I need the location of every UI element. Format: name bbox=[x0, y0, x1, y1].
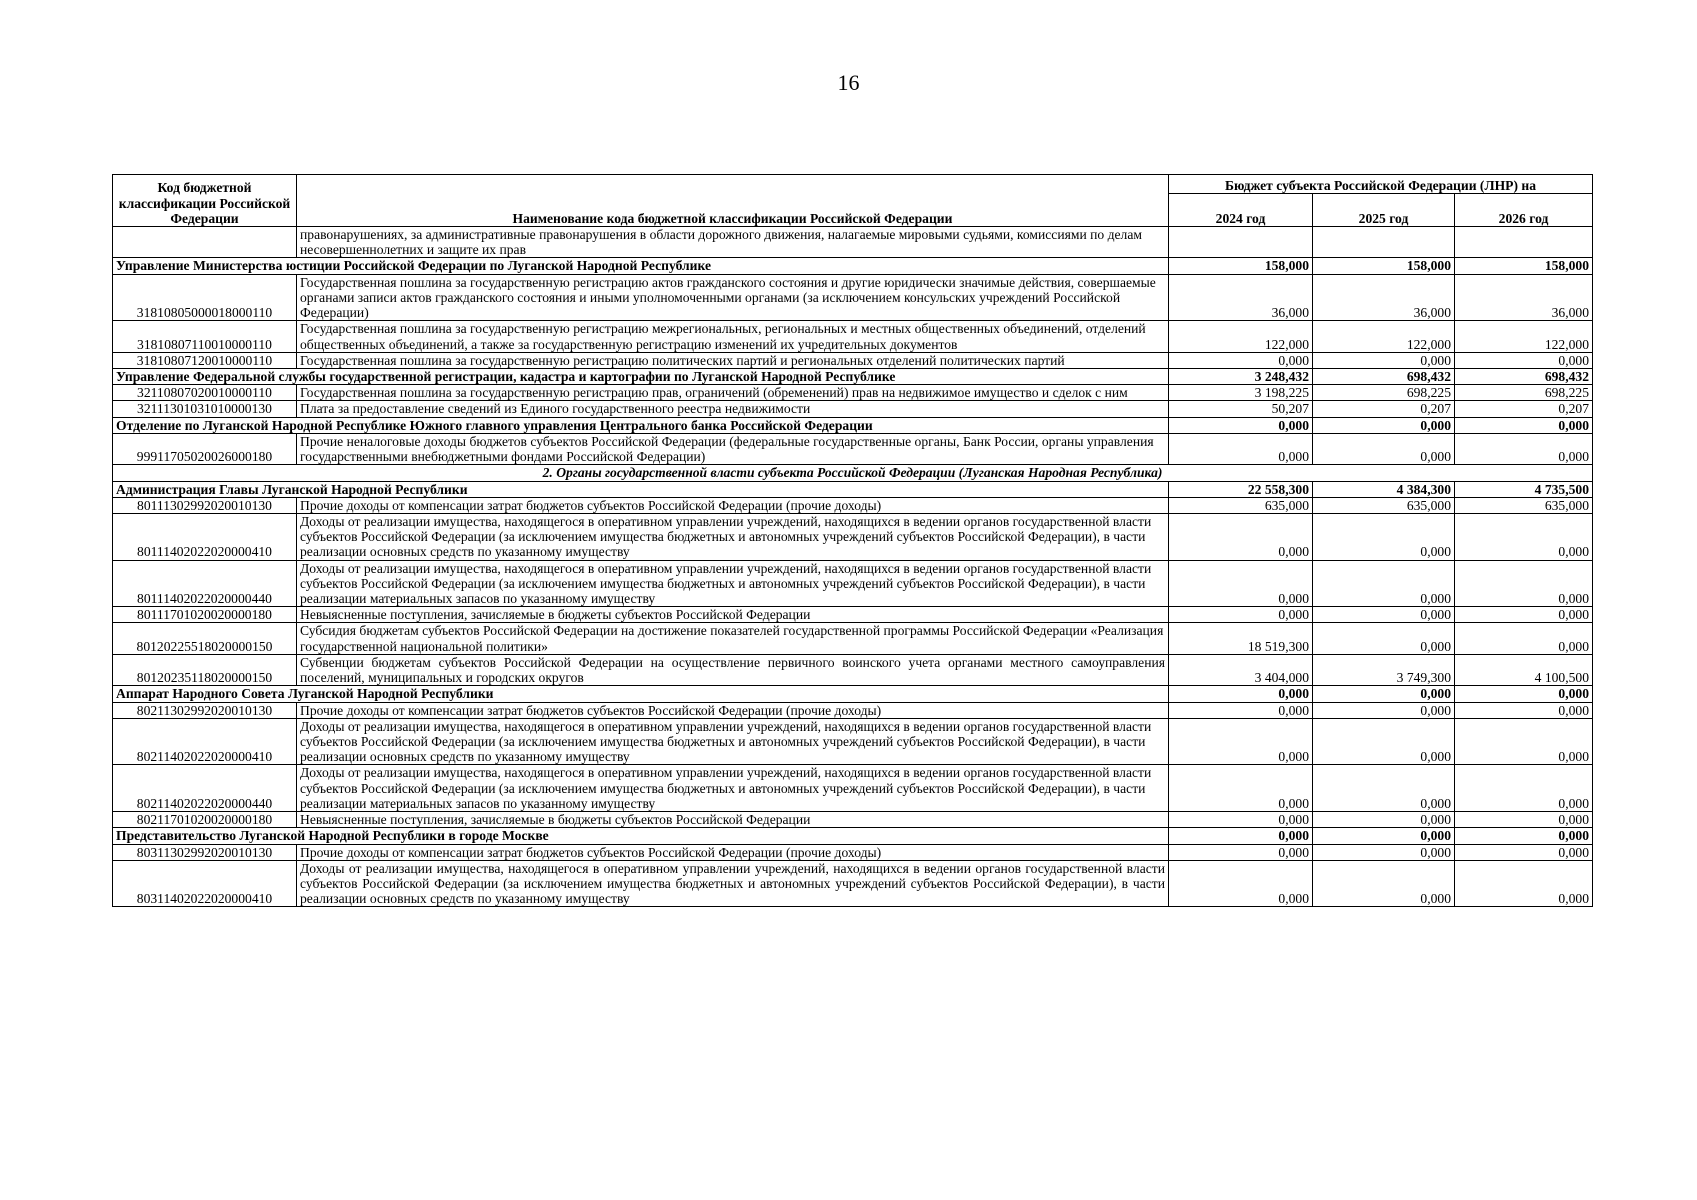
amount-2026: 0,000 bbox=[1455, 560, 1593, 607]
amount-2024: 0,000 bbox=[1169, 718, 1313, 765]
budget-code: 80111402022020000410 bbox=[113, 513, 297, 560]
header-year-2024: 2024 год bbox=[1169, 194, 1313, 227]
table-row bbox=[113, 401, 1593, 417]
code-description: Плата за предоставление сведений из Единого государственного реестра недвижимости bbox=[297, 401, 1169, 417]
code-description: Субсидия бюджетам субъектов Российской Федерации на достижение показателей государственной программы Российской Федерации «Реализация государственной национальной политики» bbox=[297, 623, 1169, 654]
table-row bbox=[113, 352, 1593, 368]
amount-2025: 3 749,300 bbox=[1313, 654, 1455, 685]
budget-code: 32110807020010000110 bbox=[113, 385, 297, 401]
budget-code: 80211402022020000410 bbox=[113, 718, 297, 765]
amount-2026: 0,000 bbox=[1455, 702, 1593, 718]
amount-2025: 0,000 bbox=[1313, 765, 1455, 812]
amount-2025: 0,000 bbox=[1313, 718, 1455, 765]
code-description: Невыясненные поступления, зачисляемые в бюджеты субъектов Российской Федерации bbox=[297, 812, 1169, 828]
header-budget: Бюджет субъекта Российской Федерации (ЛНР) на bbox=[1169, 175, 1593, 194]
amount-2026: 4 100,500 bbox=[1455, 654, 1593, 685]
code-description: Прочие доходы от компенсации затрат бюджетов субъектов Российской Федерации (прочие доходы) bbox=[297, 844, 1169, 860]
header-year-2025: 2025 год bbox=[1313, 194, 1455, 227]
amount-2025: 0,000 bbox=[1313, 844, 1455, 860]
amount-2025: 0,207 bbox=[1313, 401, 1455, 417]
table-row bbox=[113, 623, 1593, 654]
budget-code: 31810807120010000110 bbox=[113, 352, 297, 368]
amount-2026: 0,000 bbox=[1455, 513, 1593, 560]
table-row bbox=[113, 765, 1593, 812]
section-subtitle-row bbox=[113, 465, 1593, 481]
code-description: Доходы от реализации имущества, находящегося в оперативном управлении учреждений, находящихся в ведении органов государственной власти субъектов Российской Федерации (за исключением имущества бюджетных и автономных учреждений субъектов Российской Федерации), в части реализации основных средств по указанному имуществу bbox=[297, 718, 1169, 765]
table-row bbox=[113, 844, 1593, 860]
table-row bbox=[113, 718, 1593, 765]
section-total-row bbox=[113, 368, 1593, 384]
budget-code: 31810807110010000110 bbox=[113, 321, 297, 352]
table-row bbox=[113, 513, 1593, 560]
section-total-2025: 0,000 bbox=[1313, 686, 1455, 702]
header-year-2026: 2026 год bbox=[1455, 194, 1593, 227]
code-description: Субвенции бюджетам субъектов Российской Федерации на осуществление первичного воинского учета органами местного самоуправления поселений, муниципальных и городских округов bbox=[297, 654, 1169, 685]
amount-2025: 0,000 bbox=[1313, 702, 1455, 718]
amount-2026: 0,000 bbox=[1455, 718, 1593, 765]
amount-2025: 0,000 bbox=[1313, 607, 1455, 623]
section-name: Представительство Луганской Народной Республики в городе Москве bbox=[113, 828, 1169, 844]
amount-2024: 635,000 bbox=[1169, 497, 1313, 513]
code-description: Государственная пошлина за государственную регистрацию политических партий и региональных отделений политических партий bbox=[297, 352, 1169, 368]
amount-2024: 0,000 bbox=[1169, 765, 1313, 812]
section-total-2024: 22 558,300 bbox=[1169, 481, 1313, 497]
code-description: правонарушениях, за административные правонарушения в области дорожного движения, налагаемые мировыми судьями, комиссиями по делам несовершеннолетних и защите их прав bbox=[297, 227, 1169, 258]
code-description: Прочие доходы от компенсации затрат бюджетов субъектов Российской Федерации (прочие доходы) bbox=[297, 497, 1169, 513]
section-subtitle: 2. Органы государственной власти субъекта Российской Федерации (Луганская Народная Республика) bbox=[113, 465, 1593, 481]
amount-2024: 0,000 bbox=[1169, 844, 1313, 860]
amount-2024: 0,000 bbox=[1169, 607, 1313, 623]
section-total-row bbox=[113, 481, 1593, 497]
amount-2026: 0,000 bbox=[1455, 607, 1593, 623]
table-row bbox=[113, 607, 1593, 623]
amount-2024: 50,207 bbox=[1169, 401, 1313, 417]
budget-code: 32111301031010000130 bbox=[113, 401, 297, 417]
table-row bbox=[113, 227, 1593, 258]
amount-2026: 635,000 bbox=[1455, 497, 1593, 513]
table-row bbox=[113, 654, 1593, 685]
section-total-2024: 0,000 bbox=[1169, 828, 1313, 844]
code-description: Доходы от реализации имущества, находящегося в оперативном управлении учреждений, находящихся в ведении органов государственной власти субъектов Российской Федерации (за исключением имущества бюджетных и автономных учреждений субъектов Российской Федерации), в части реализации основных средств по указанному имуществу bbox=[297, 860, 1169, 907]
code-description: Доходы от реализации имущества, находящегося в оперативном управлении учреждений, находящихся в ведении органов государственной власти субъектов Российской Федерации (за исключением имущества бюджетных и автономных учреждений субъектов Российской Федерации), в части реализации основных средств по указанному имуществу bbox=[297, 513, 1169, 560]
budget-code: 31810805000018000110 bbox=[113, 274, 297, 321]
budget-code: 80311402022020000410 bbox=[113, 860, 297, 907]
amount-2025: 0,000 bbox=[1313, 560, 1455, 607]
section-total-2024: 0,000 bbox=[1169, 417, 1313, 433]
amount-2025: 0,000 bbox=[1313, 812, 1455, 828]
code-description: Государственная пошлина за государственную регистрацию межрегиональных, региональных и местных общественных объединений, отделений общественных объединений, а также за государственную регистрацию изменений их учредительных документов bbox=[297, 321, 1169, 352]
amount-2026: 0,000 bbox=[1455, 844, 1593, 860]
amount-2024: 36,000 bbox=[1169, 274, 1313, 321]
amount-2025: 698,225 bbox=[1313, 385, 1455, 401]
table-row bbox=[113, 321, 1593, 352]
amount-2024: 0,000 bbox=[1169, 860, 1313, 907]
amount-2026: 0,000 bbox=[1455, 433, 1593, 464]
budget-code: 80211402022020000440 bbox=[113, 765, 297, 812]
budget-code: 99911705020026000180 bbox=[113, 433, 297, 464]
budget-code: 80111302992020010130 bbox=[113, 497, 297, 513]
section-total-2026: 0,000 bbox=[1455, 417, 1593, 433]
amount-2025: 122,000 bbox=[1313, 321, 1455, 352]
table-row bbox=[113, 702, 1593, 718]
code-description: Государственная пошлина за государственную регистрацию прав, ограничений (обременений) прав на недвижимое имущество и сделок с ним bbox=[297, 385, 1169, 401]
amount-2024: 0,000 bbox=[1169, 352, 1313, 368]
amount-2025: 0,000 bbox=[1313, 623, 1455, 654]
table-row bbox=[113, 433, 1593, 464]
amount-2024 bbox=[1169, 227, 1313, 258]
amount-2024: 3 198,225 bbox=[1169, 385, 1313, 401]
amount-2024: 122,000 bbox=[1169, 321, 1313, 352]
table-body bbox=[113, 227, 1593, 907]
section-name: Аппарат Народного Совета Луганской Народной Республики bbox=[113, 686, 1169, 702]
section-total-row bbox=[113, 258, 1593, 274]
budget-code: 80311302992020010130 bbox=[113, 844, 297, 860]
amount-2025: 0,000 bbox=[1313, 860, 1455, 907]
section-total-2026: 0,000 bbox=[1455, 686, 1593, 702]
amount-2026: 122,000 bbox=[1455, 321, 1593, 352]
amount-2024: 3 404,000 bbox=[1169, 654, 1313, 685]
section-total-row bbox=[113, 417, 1593, 433]
amount-2026: 0,000 bbox=[1455, 860, 1593, 907]
code-description: Невыясненные поступления, зачисляемые в бюджеты субъектов Российской Федерации bbox=[297, 607, 1169, 623]
table-row bbox=[113, 560, 1593, 607]
section-name: Управление Министерства юстиции Российской Федерации по Луганской Народной Республике bbox=[113, 258, 1169, 274]
code-description: Доходы от реализации имущества, находящегося в оперативном управлении учреждений, находящихся в ведении органов государственной власти субъектов Российской Федерации (за исключением имущества бюджетных и автономных учреждений субъектов Российской Федерации), в части реализации материальных запасов по указанному имуществу bbox=[297, 765, 1169, 812]
amount-2026: 36,000 bbox=[1455, 274, 1593, 321]
amount-2026: 0,207 bbox=[1455, 401, 1593, 417]
budget-code bbox=[113, 227, 297, 258]
amount-2024: 0,000 bbox=[1169, 812, 1313, 828]
code-description: Доходы от реализации имущества, находящегося в оперативном управлении учреждений, находящихся в ведении органов государственной власти субъектов Российской Федерации (за исключением имущества бюджетных и автономных учреждений субъектов Российской Федерации), в части реализации материальных запасов по указанному имуществу bbox=[297, 560, 1169, 607]
header-name: Наименование кода бюджетной классификации Российской Федерации bbox=[297, 175, 1169, 227]
section-total-row bbox=[113, 686, 1593, 702]
section-total-2025: 698,432 bbox=[1313, 368, 1455, 384]
amount-2026: 0,000 bbox=[1455, 765, 1593, 812]
amount-2024: 0,000 bbox=[1169, 433, 1313, 464]
section-total-2024: 158,000 bbox=[1169, 258, 1313, 274]
section-total-2025: 4 384,300 bbox=[1313, 481, 1455, 497]
budget-code: 80211302992020010130 bbox=[113, 702, 297, 718]
section-total-row bbox=[113, 828, 1593, 844]
section-name: Отделение по Луганской Народной Республике Южного главного управления Центрального банка Российской Федерации bbox=[113, 417, 1169, 433]
section-total-2024: 3 248,432 bbox=[1169, 368, 1313, 384]
header-code: Код бюджетной классификации Российской Федерации bbox=[113, 175, 297, 227]
amount-2024: 0,000 bbox=[1169, 560, 1313, 607]
amount-2026: 0,000 bbox=[1455, 623, 1593, 654]
section-total-2026: 698,432 bbox=[1455, 368, 1593, 384]
section-total-2026: 0,000 bbox=[1455, 828, 1593, 844]
budget-table bbox=[112, 174, 1593, 907]
amount-2026: 0,000 bbox=[1455, 352, 1593, 368]
amount-2024: 18 519,300 bbox=[1169, 623, 1313, 654]
section-total-2025: 0,000 bbox=[1313, 417, 1455, 433]
section-name: Управление Федеральной службы государственной регистрации, кадастра и картографии по Луганской Народной Республике bbox=[113, 368, 1169, 384]
section-total-2024: 0,000 bbox=[1169, 686, 1313, 702]
table-row bbox=[113, 860, 1593, 907]
section-name: Администрация Главы Луганской Народной Республики bbox=[113, 481, 1169, 497]
budget-code: 80120235118020000150 bbox=[113, 654, 297, 685]
table-row bbox=[113, 385, 1593, 401]
page-number: 16 bbox=[837, 70, 860, 95]
code-description: Государственная пошлина за государственную регистрацию актов гражданского состояния и другие юридически значимые действия, совершаемые органами записи актов гражданского состояния и иными уполномоченными органами (за исключением консульских учреждений Российской Федерации) bbox=[297, 274, 1169, 321]
amount-2026: 698,225 bbox=[1455, 385, 1593, 401]
amount-2025: 635,000 bbox=[1313, 497, 1455, 513]
amount-2025: 0,000 bbox=[1313, 352, 1455, 368]
amount-2026: 0,000 bbox=[1455, 812, 1593, 828]
table-row bbox=[113, 274, 1593, 321]
section-total-2025: 0,000 bbox=[1313, 828, 1455, 844]
amount-2025 bbox=[1313, 227, 1455, 258]
amount-2024: 0,000 bbox=[1169, 702, 1313, 718]
amount-2025: 0,000 bbox=[1313, 513, 1455, 560]
code-description: Прочие неналоговые доходы бюджетов субъектов Российской Федерации (федеральные государственные органы, Банк России, органы управления государственными внебюджетными фондами Российской Федерации) bbox=[297, 433, 1169, 464]
budget-code: 80120225518020000150 bbox=[113, 623, 297, 654]
amount-2024: 0,000 bbox=[1169, 513, 1313, 560]
budget-code: 80211701020020000180 bbox=[113, 812, 297, 828]
section-total-2026: 4 735,500 bbox=[1455, 481, 1593, 497]
section-total-2025: 158,000 bbox=[1313, 258, 1455, 274]
budget-code: 80111402022020000440 bbox=[113, 560, 297, 607]
table-header bbox=[113, 175, 1593, 227]
budget-code: 80111701020020000180 bbox=[113, 607, 297, 623]
amount-2025: 0,000 bbox=[1313, 433, 1455, 464]
amount-2026 bbox=[1455, 227, 1593, 258]
table-row bbox=[113, 812, 1593, 828]
table-row bbox=[113, 497, 1593, 513]
code-description: Прочие доходы от компенсации затрат бюджетов субъектов Российской Федерации (прочие доходы) bbox=[297, 702, 1169, 718]
amount-2025: 36,000 bbox=[1313, 274, 1455, 321]
section-total-2026: 158,000 bbox=[1455, 258, 1593, 274]
